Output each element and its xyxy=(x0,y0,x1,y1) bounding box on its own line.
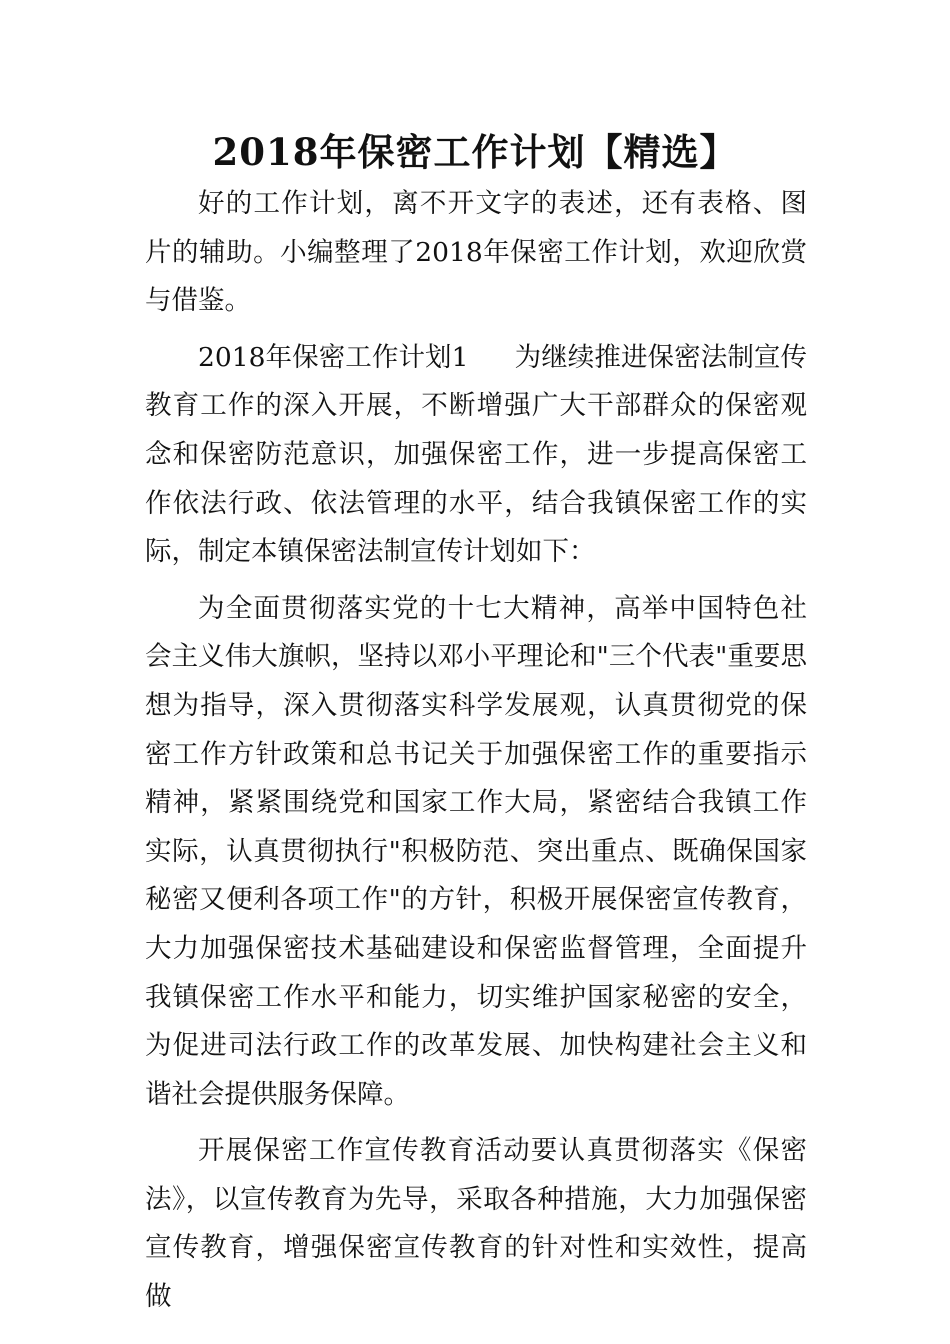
paragraph-text: 开展保密工作宣传教育活动要认真贯彻落实《保密法》，以宣传教育为先导，采取各种措施，大力加强保密宣传教育，增强保密宣传教育的针对性和实效性，提高做 xyxy=(145,1135,807,1313)
document-body xyxy=(145,180,807,1330)
section-heading: 2018年保密工作计划1 xyxy=(198,341,469,373)
paragraph-text: 为全面贯彻落实党的十七大精神，高举中国特色社会主义伟大旗帜，坚持以邓小平理论和"三个代表"重要思想为指导，深入贯彻落实科学发展观，认真贯彻党的保密工作方针政策和总书记关于加强保密工作的重要指示精神，紧紧围绕党和国家工作大局，紧密结合我镇工作实际，认真贯彻执行"积极防范、突出重点、既确保国家秘密又便利各项工作"的方针，积极开展保密宣传教育，大力加强保密技术基础建设和保密监督管理，全面提升我镇保密工作水平和能力，切实维护国家秘密的安全，为促进司法行政工作的改革发展、加快构建社会主义和谐社会提供服务保障。 xyxy=(145,592,807,1110)
paragraph-education-activities xyxy=(145,1127,807,1321)
paragraph-plan-1 xyxy=(145,334,807,577)
paragraph-guiding-principles xyxy=(145,585,807,1120)
document-title: 2018年保密工作计划【精选】 xyxy=(212,130,738,174)
paragraph-text: 好的工作计划，离不开文字的表述，还有表格、图片的辅助。小编整理了2018年保密工作计划，欢迎欣赏与借鉴。 xyxy=(145,188,807,317)
paragraph-intro xyxy=(145,180,807,326)
paragraph-text: 为继续推进保密法制宣传教育工作的深入开展，不断增强广大干部群众的保密观念和保密防范意识，加强保密工作，进一步提高保密工作依法行政、依法管理的水平，结合我镇保密工作的实际，制定本镇保密法制宣传计划如下： xyxy=(145,341,807,568)
